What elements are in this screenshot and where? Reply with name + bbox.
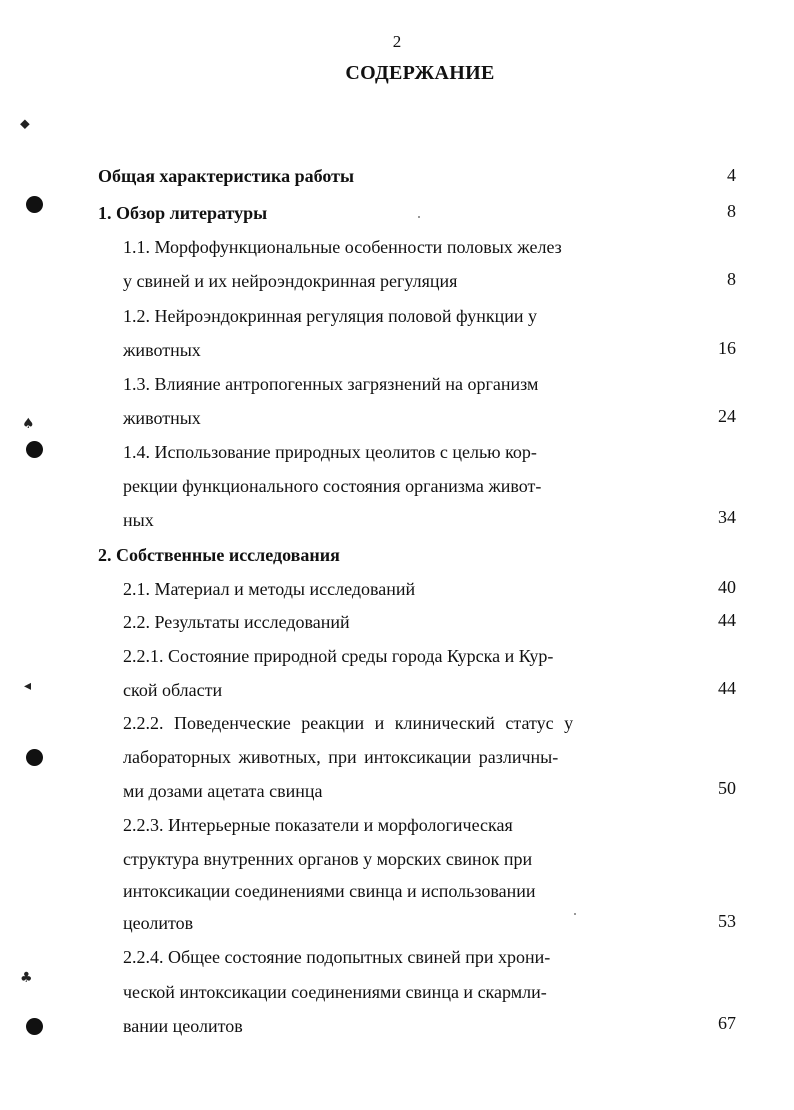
scan-mark-4: ♣	[20, 970, 33, 986]
toc-page-1-2: 16	[718, 338, 736, 358]
toc-page-section-1: 8	[727, 201, 736, 221]
scan-speck	[418, 216, 420, 218]
toc-entry-1-1-line1: 1.1. Морфофункциональные особенности половых желез	[123, 237, 562, 257]
toc-entry-2-2: 2.2. Результаты исследований	[123, 612, 350, 632]
toc-page-1-4: 34	[718, 507, 736, 527]
toc-entry-2-2-4-line3: вании цеолитов	[123, 1016, 243, 1036]
scan-mark-1: ⬥	[20, 116, 30, 132]
toc-page-2-2: 44	[718, 610, 736, 630]
binder-hole-3	[26, 749, 43, 766]
toc-entry-2-2-3-line3: интоксикации соединениями свинца и использовании	[123, 881, 536, 901]
toc-entry-2-2-2-line2: лабораторных животных, при интоксикации различны-	[123, 747, 559, 767]
scan-speck	[574, 913, 576, 915]
toc-page-2-2-2: 50	[718, 778, 736, 798]
toc-entry-1-3-line1: 1.3. Влияние антропогенных загрязнений на организм	[123, 374, 539, 394]
binder-hole-2	[26, 441, 43, 458]
toc-entry-1-3-line2: животных	[123, 408, 201, 428]
toc-entry-2-2-4-line2: ческой интоксикации соединениями свинца и скармли-	[123, 982, 547, 1002]
toc-entry-2-2-1-line2: ской области	[123, 680, 223, 700]
toc-page-1-1: 8	[727, 269, 736, 289]
toc-page-2-1: 40	[718, 577, 736, 597]
page-number: 2	[392, 32, 402, 51]
toc-entry-2-2-3-line2: структура внутренних органов у морских свинок при	[123, 849, 533, 869]
toc-entry-1-2-line2: животных	[123, 340, 201, 360]
toc-entry-2-2-3-line4: цеолитов	[123, 913, 194, 933]
toc-entry-2-2-2-line1: 2.2.2. Поведенческие реакции и клинический статус у	[123, 713, 574, 733]
toc-entry-2-2-4-line1: 2.2.4. Общее состояние подопытных свиней при хрони-	[123, 947, 551, 967]
toc-page-general: 4	[727, 165, 736, 185]
toc-entry-section-2: 2. Собственные исследования	[98, 545, 340, 565]
toc-page-2-2-4: 67	[718, 1013, 736, 1033]
toc-entry-1-1-line2: у свиней и их нейроэндокринная регуляция	[123, 271, 458, 291]
toc-entry-2-2-1-line1: 2.2.1. Состояние природной среды города Курска и Кур-	[123, 646, 554, 666]
toc-entry-1-4-line3: ных	[123, 510, 154, 530]
page-title: СОДЕРЖАНИЕ	[345, 62, 495, 84]
toc-page-1-3: 24	[718, 406, 736, 426]
binder-hole-4	[26, 1018, 43, 1035]
toc-entry-section-1: 1. Обзор литературы	[98, 203, 268, 223]
toc-entry-general: Общая характеристика работы	[98, 166, 355, 186]
toc-page-2-2-1: 44	[718, 678, 736, 698]
scan-mark-2: ♠	[22, 416, 35, 432]
toc-page-2-2-3: 53	[718, 911, 736, 931]
toc-entry-1-2-line1: 1.2. Нейроэндокринная регуляция половой функции у	[123, 306, 538, 326]
toc-entry-2-2-3-line1: 2.2.3. Интерьерные показатели и морфологическая	[123, 815, 513, 835]
toc-entry-1-4-line1: 1.4. Использование природных цеолитов с целью кор-	[123, 442, 537, 462]
binder-hole-1	[26, 196, 43, 213]
toc-entry-2-1: 2.1. Материал и методы исследований	[123, 579, 416, 599]
scan-mark-3: ◂	[24, 678, 32, 694]
toc-entry-2-2-2-line3: ми дозами ацетата свинца	[123, 781, 323, 801]
toc-entry-1-4-line2: рекции функционального состояния организма живот-	[123, 476, 542, 496]
